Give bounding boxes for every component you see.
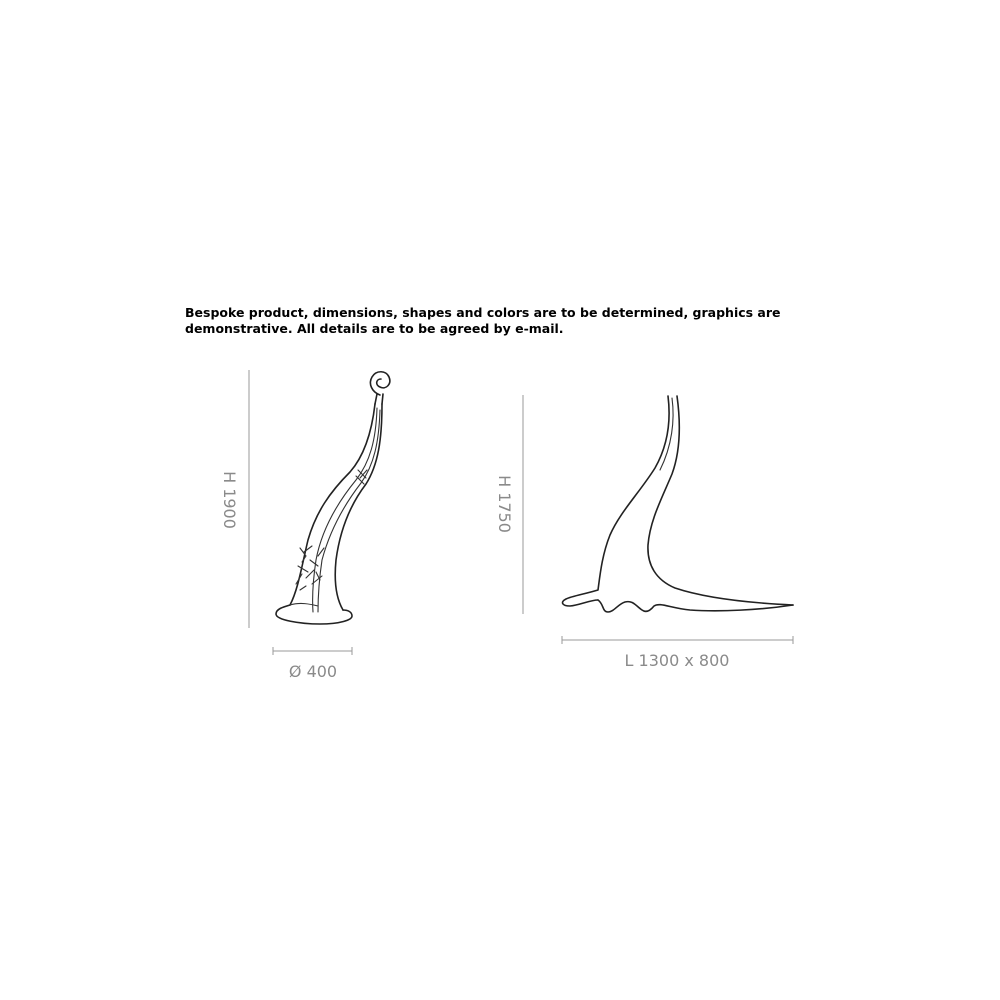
horn-decoration-bottom [296,546,324,590]
horn-left-edge [290,404,375,605]
horn-lamp-sketch [276,372,390,624]
horn-base [276,605,352,624]
right-figure [495,395,793,670]
horn-base-top [290,603,318,606]
branch-lamp-sketch [563,396,793,612]
notice-line-2: demonstrative. All details are to be agreed by e-mail. [185,321,564,336]
notice-line-1: Bespoke product, dimensions, shapes and colors are to be determined, graphics are [185,305,781,320]
right-height-label: H 1750 [495,475,514,533]
left-height-label: H 1900 [220,471,239,529]
left-figure [220,370,390,681]
right-length-label: L 1300 x 800 [624,651,730,670]
branch-bottom-edge [598,600,793,612]
branch-right-edge [648,396,793,605]
left-diameter-label: Ø 400 [288,662,338,681]
horn-spiral-top [370,372,389,395]
branch-left-edge [563,396,670,606]
horn-neck [375,394,383,404]
